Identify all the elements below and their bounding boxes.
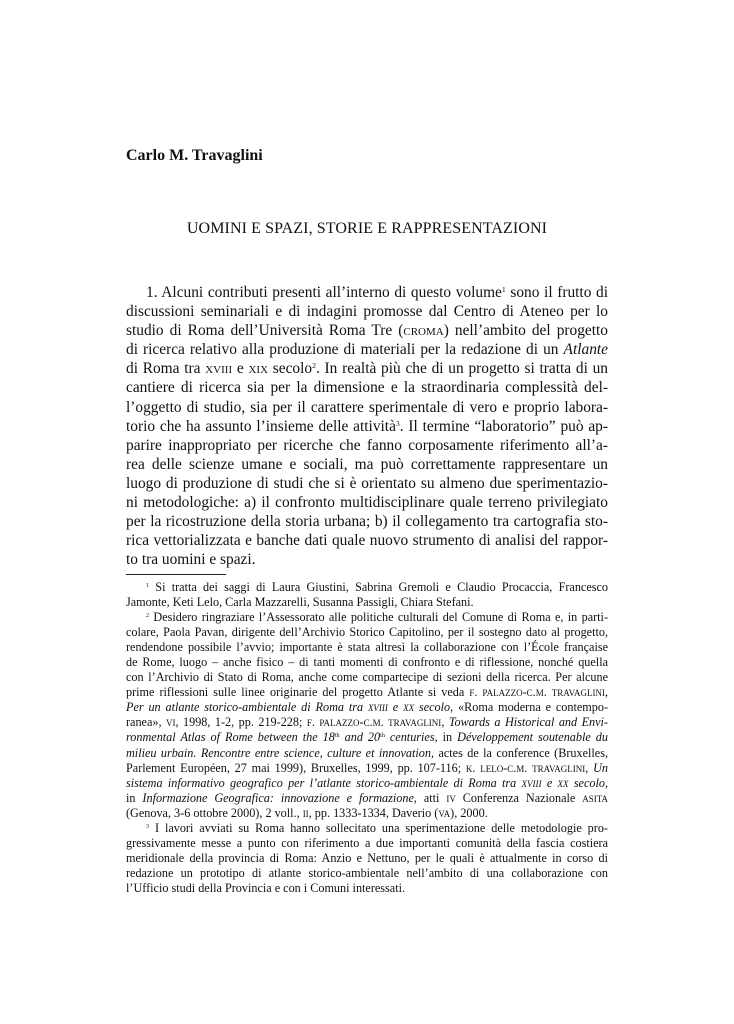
footnote-ref[interactable]: 1	[501, 285, 506, 294]
footnote-line: l’Ufficio studi della Provincia e con i Comuni interessati.	[126, 880, 406, 895]
footnote-line: ranea», vi, 1998, 1-2, pp. 219-228; f. palazzo-c.m. travaglini, Towards a Historical and Envi-	[126, 715, 608, 730]
footnote-separator	[126, 574, 226, 575]
body-line: ni metodologiche: a) il confronto multidisciplinare quale terreno privilegiato	[126, 494, 608, 512]
body-line: studio di Roma dell’Università Roma Tre (croma) nell’ambito del progetto	[126, 322, 608, 340]
body-line: parire inappropriato per ricerche che fanno corposamente riferimento all’a-	[126, 436, 608, 454]
footnote-line: rendendone possibile l’avvio; importante è stata altresì la collaborazione con l’École française	[126, 640, 608, 655]
body-line: discussioni seminariali e di indagini promosse dal Centro di Ateneo per lo	[126, 303, 608, 321]
body-line: di Roma tra xviii e xix secolo$^2$. In realtà più che di un progetto si tratta di un	[126, 360, 608, 378]
footnote-line: de Rome, luogo – anche fisico – di tanti momenti di confronto e di riflessione, nonché quella	[126, 655, 608, 670]
footnote-line: Parlement Européen, 27 mai 1999), Bruxelles, 1999, pp. 107-116; k. lelo-c.m. travaglini, Un	[126, 760, 608, 775]
footnote-line: Jamonte, Keti Lelo, Carla Mazzarelli, Susanna Passigli, Chiara Stefani.	[126, 595, 474, 610]
footnote-line: prime riflessioni sulle linee originarie del progetto Atlante si veda f. palazzo-c.m. travaglini,	[126, 685, 608, 700]
footnote-line: gressivamente messe a punto con riferimento a due importanti comunità della fascia costiera	[126, 835, 608, 850]
footnote-ref[interactable]: 3	[395, 418, 400, 428]
footnote-3: $^3$ I lavori avviati su Roma hanno sollecitato una sperimentazione delle metodologie pro-	[146, 820, 608, 835]
footnotes	[126, 580, 608, 896]
footnote-line: ronmental Atlas of Rome between the 18th and 20th centuries, in Développement soutenable du	[126, 730, 608, 745]
body-line: l’oggetto di studio, sia per il carattere sperimentale di vero e proprio labora-	[126, 398, 608, 416]
footnote-line: con l’Archivio di Stato di Roma, anche come compartecipe di sezioni della ricerca. Per alcune	[126, 670, 608, 685]
body-line: 1. Alcuni contributi presenti all’interno di questo volume$^1$ sono il frutto di	[146, 284, 608, 301]
body-line: per la ricostruzione della storia urbana; b) il collegamento tra cartografia sto-	[126, 513, 608, 531]
body-line: luogo di produzione di studi che si è orientato su almeno due sperimentazio-	[126, 474, 608, 492]
footnote-1: $^1$ Si tratta dei saggi di Laura Giustini, Sabrina Gremoli e Claudio Procaccia, Francesco	[146, 580, 608, 594]
footnote-line: colare, Paola Pavan, dirigente dell’Archivio Storico Capitolino, per il sostegno dato al progetto,	[126, 625, 608, 640]
footnote-ref[interactable]: 2	[312, 361, 316, 371]
footnote-line: Per un atlante storico-ambientale di Roma tra xviii e xx secolo, «Roma moderna e contempo-	[126, 700, 609, 715]
body-line: torio che ha assunto l’insieme delle attività$^3$. Il termine “laboratorio” può ap-	[126, 417, 608, 435]
essay-title: UOMINI E SPAZI, STORIE E RAPPRESENTAZIONI	[186, 220, 548, 237]
footnote-line: (Genova, 3-6 ottobre 2000), 2 voll., ii, pp. 1333-1334, Daverio (va), 2000.	[126, 805, 488, 820]
footnote-line: in Informazione Geografica: innovazione e formazione, atti iv Conferenza Nazionale asita	[126, 790, 608, 805]
body-line: rea delle scienze umane e sociali, ma può correttamente rappresentare un	[126, 455, 608, 473]
footnote-2: $^2$ Desidero ringraziare l’Assessorato alle politiche culturali del Comune di Roma e, in parti-	[146, 610, 608, 625]
footnote-line: sistema informativo geografico per l’atlante storico-ambientale di Roma tra xviii e xx secolo,	[126, 775, 608, 790]
body-line: cantiere di ricerca sia per la dimensione e la straordinaria complessità del-	[126, 379, 608, 397]
body-line: rica vettorializzata e banche dati quale nuovo strumento di analisi del rappor-	[126, 532, 608, 550]
body-paragraph	[126, 283, 608, 569]
author-name: Carlo M. Travaglini	[126, 147, 263, 164]
body-line: to tra uomini e spazi.	[126, 551, 256, 569]
body-line: di ricerca relativo alla produzione di materiali per la redazione di un Atlante	[126, 341, 608, 359]
footnote-line: redazione un prototipo di atlante storico-ambientale nell’ambito di una collaborazione con	[126, 865, 608, 880]
footnote-line: milieu urbain. Rencontre entre science, culture et innovation, actes de la conference (Bruxelles,	[126, 745, 608, 760]
footnote-line: meridionale della provincia di Roma: Anzio e Nettuno, per le quali è attualmente in corso di	[126, 850, 608, 865]
